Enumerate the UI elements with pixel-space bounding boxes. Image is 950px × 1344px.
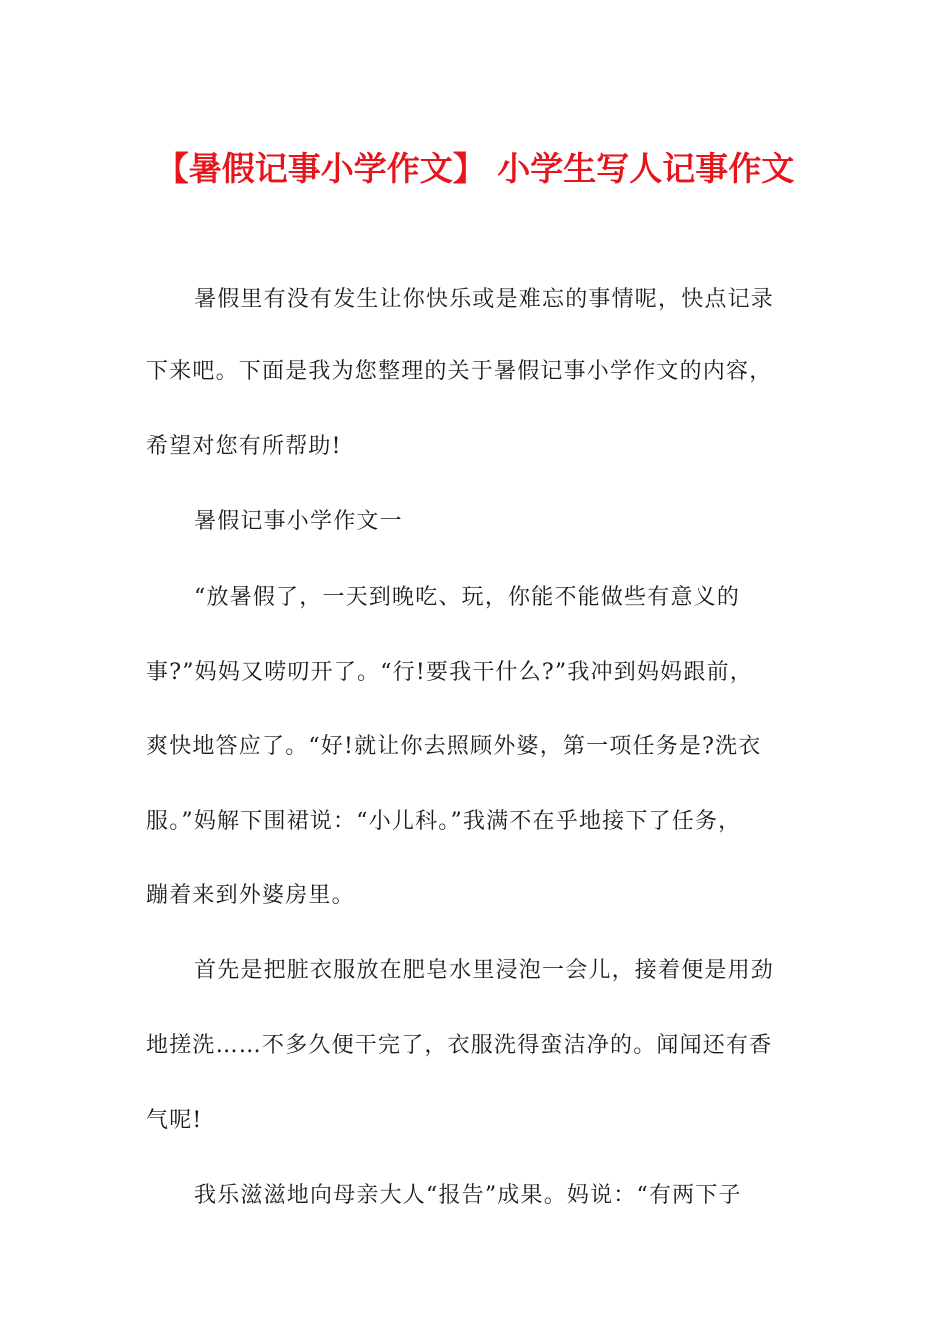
paragraph-line: 爽快地答应了。“好!就让你去照顾外婆，第一项任务是?洗衣: [146, 734, 762, 759]
paragraph-line: 气呢!: [146, 1108, 203, 1133]
paragraph-line: 暑假里有没有发生让你快乐或是难忘的事情呢，快点记录: [194, 287, 775, 312]
paragraph-line: “放暑假了，一天到晚吃、玩，你能不能做些有意义的: [194, 585, 741, 610]
paragraph-line: 事?”妈妈又唠叨开了。“行!要我干什么?”我冲到妈妈跟前，: [146, 660, 753, 685]
paragraph-line: 首先是把脏衣服放在肥皂水里浸泡一会儿，接着便是用劲: [194, 958, 775, 983]
document-title: 【暑假记事小学作文】 小学生写人记事作文: [155, 149, 795, 188]
paragraph-line: 服。”妈解下围裙说：“小儿科。”我满不在乎地接下了任务，: [146, 809, 742, 834]
paragraph-line: 我乐滋滋地向母亲大人“报告”成果。妈说：“有两下子: [194, 1183, 742, 1208]
paragraph-line: 希望对您有所帮助!: [146, 434, 342, 459]
paragraph-line: 下来吧。下面是我为您整理的关于暑假记事小学作文的内容，: [146, 359, 773, 384]
paragraph-line: 地搓洗……不多久便干完了，衣服洗得蛮洁净的。闻闻还有香: [146, 1033, 773, 1058]
section-heading: 暑假记事小学作文一: [194, 509, 403, 534]
paragraph-line: 蹦着来到外婆房里。: [146, 883, 355, 908]
